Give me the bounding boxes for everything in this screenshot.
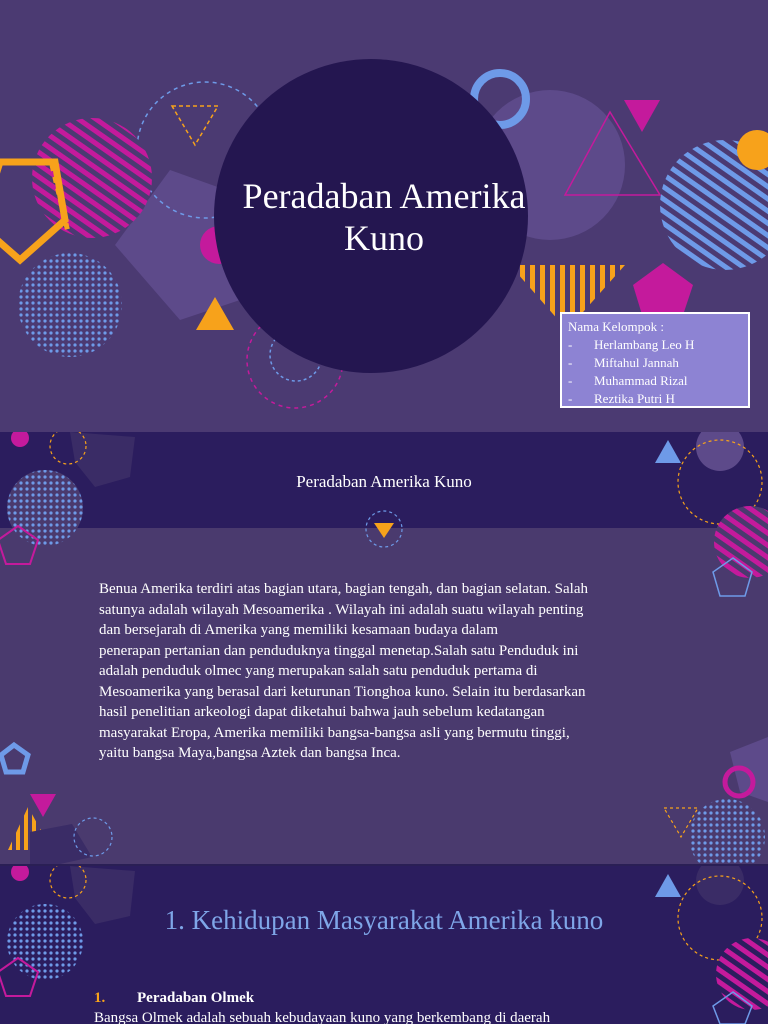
subheading — [94, 990, 254, 1007]
section-title: Peradaban Amerika Kuno — [296, 472, 472, 491]
body-paragraph: Benua Amerika terdiri atas bagian utara, bagian tengah, dan bagian selatan. Salah satunya adalah wilayah Mesoamerika . Wilayah ini adalah suatu wilayah penting dan bersejarah di Amerika yang memiliki kesamaan budaya dalam penerapan pertanian dan penduduknya tinggal menetap.Salah satu Penduduk ini adalah penduduk olmec yang merupakan salah satu penduduk pertama di Mesoamerika yang berasal dari keturunan Tionghoa kuno. Selain itu berdasarkan hasil penelitian arkeologi dapat diketahui bahwa jauh sebelum kedatangan masyarakat Eropa, Amerika memiliki bangsa-bangsa asli yang bermutu tinggi, yaitu bangsa Maya,bangsa Aztek dan bangsa Inca. — [99, 581, 588, 761]
bullet: - — [568, 373, 573, 388]
subheading-text: Peradaban Olmek — [137, 990, 255, 1006]
member-name: Muhammad Rizal — [594, 373, 688, 388]
member-name: Miftahul Jannah — [594, 355, 679, 370]
member-name: Reztika Putri H — [594, 391, 675, 406]
content-slide-partial — [0, 866, 768, 1024]
bullet: - — [568, 355, 573, 370]
dotted-circle — [18, 253, 122, 357]
member-row — [568, 390, 742, 408]
subheading-number: 1. — [94, 990, 106, 1006]
member-row — [568, 354, 742, 372]
member-row — [568, 372, 742, 390]
slide-title: Peradaban Amerika Kuno — [242, 176, 526, 258]
member-name: Herlambang Leo H — [594, 337, 695, 352]
title-slide — [0, 0, 768, 432]
content-slide — [0, 432, 768, 864]
section-heading: 1. Kehidupan Masyarakat Amerika kuno — [164, 905, 604, 935]
body-paragraph: Bangsa Olmek adalah sebuah kebudayaan kuno yang berkembang di daerah — [94, 1010, 551, 1024]
member-row — [568, 336, 742, 354]
group-members-box — [560, 312, 750, 408]
members-heading: Nama Kelompok : — [568, 319, 665, 334]
striped-circle — [32, 118, 152, 238]
bullet: - — [568, 337, 573, 352]
bullet: - — [568, 391, 573, 406]
